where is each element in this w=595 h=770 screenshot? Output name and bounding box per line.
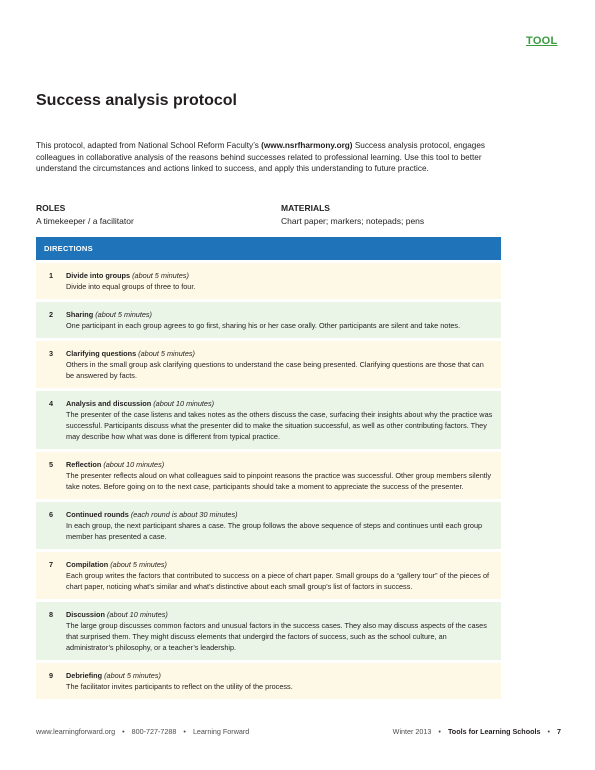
directions-table	[36, 237, 501, 699]
page-number: 7	[557, 727, 561, 736]
step-text: The large group discusses common factors and unusual factors in the success cases. They also may discuss aspects of the cases that surprised them. They might discuss elements that undergird the factors of success, such as the school culture, an administrator’s philosophy, or a teacher’s leadership.	[66, 621, 487, 652]
footer-left	[36, 727, 249, 736]
footer-org: Learning Forward	[192, 727, 250, 736]
step-time: (about 5 minutes)	[104, 671, 161, 680]
step-time: (about 10 minutes)	[103, 460, 165, 469]
materials-value: Chart paper; markers; notepads; pens	[281, 216, 425, 226]
step-time: (about 10 minutes)	[153, 399, 215, 408]
step-time: (about 5 minutes)	[110, 560, 167, 569]
footer-separator: •	[122, 727, 125, 736]
step-body	[66, 609, 493, 653]
step-time: (each round is about 30 minutes)	[130, 510, 238, 519]
step-number: 2	[48, 310, 54, 319]
direction-step	[36, 391, 501, 449]
footer-separator: •	[183, 727, 186, 736]
step-number: 1	[48, 271, 54, 280]
direction-step	[36, 602, 501, 660]
step-time: (about 5 minutes)	[138, 349, 195, 358]
step-number: 6	[48, 510, 54, 519]
step-body	[66, 509, 493, 542]
step-body	[66, 559, 493, 592]
footer-issue: Winter 2013	[392, 727, 432, 736]
step-number: 5	[48, 460, 54, 469]
page-title: Success analysis protocol	[36, 92, 237, 109]
step-text: The presenter of the case listens and takes notes as the others discuss the case, surfacing their insights about why the practice was successful. Participants discuss what the presenter did to make the situation successful, as well as other contributing factors. They may describe how what was done is different from typical practice.	[66, 410, 493, 441]
footer-separator: •	[438, 727, 441, 736]
directions-header: DIRECTIONS	[36, 237, 501, 260]
direction-step	[36, 552, 501, 599]
roles-value: A timekeeper / a facilitator	[36, 216, 134, 226]
direction-step	[36, 452, 501, 499]
step-text: In each group, the next participant shares a case. The group follows the above sequence of steps and continues until each group member has presented a case.	[66, 521, 483, 541]
direction-step	[36, 341, 501, 388]
intro-post: Success analysis protocol, engages colleagues in collaborative analysis of the reasons behind successes related to professional learning. Use this tool to better understand the circumstances and actions linked to success, and apply this understanding to future practice.	[36, 141, 485, 174]
roles-label: ROLES	[36, 203, 66, 213]
intro-pre: This protocol, adapted from National School Reform Faculty’s	[36, 141, 262, 150]
step-number: 7	[48, 560, 54, 569]
step-body	[66, 670, 493, 692]
step-title: Sharing	[66, 310, 94, 319]
step-text: One participant in each group agrees to go first, sharing his or her case orally. Other participants are silent and take notes.	[66, 321, 461, 330]
direction-step	[36, 302, 501, 338]
step-title: Debriefing	[66, 671, 103, 680]
direction-step	[36, 663, 501, 699]
step-title: Analysis and discussion	[66, 399, 152, 408]
step-text: Each group writes the factors that contributed to success on a piece of chart paper. Small groups do a “gallery tour” of the pieces of chart paper, noticing what’s similar and what’s distinctive about each small group’s list of factors in success.	[66, 571, 490, 591]
tool-tag: TOOL	[526, 35, 558, 47]
step-time: (about 5 minutes)	[95, 310, 152, 319]
step-number: 4	[48, 399, 54, 408]
direction-step	[36, 263, 501, 299]
footer-separator: •	[547, 727, 550, 736]
step-title: Continued rounds	[66, 510, 129, 519]
step-title: Clarifying questions	[66, 349, 137, 358]
step-text: Divide into equal groups of three to four.	[66, 282, 196, 291]
roles-section	[36, 203, 134, 227]
footer-website-link[interactable]: www.learningforward.org	[36, 727, 116, 736]
step-body	[66, 348, 493, 381]
footer-journal: Tools for Learning Schools	[447, 727, 541, 736]
direction-step	[36, 502, 501, 549]
step-body	[66, 398, 493, 442]
step-text: Others in the small group ask clarifying questions to understand the case being presented. Clarifying questions are those that can be answered by facts.	[66, 360, 484, 380]
materials-label: MATERIALS	[281, 203, 330, 213]
step-number: 8	[48, 610, 54, 619]
step-text: The presenter reflects aloud on what colleagues said to pinpoint reasons the practice was successful. Other group members silently take notes. Before going on to the next case, participants should take a moment to appreciate the success of the presenter.	[66, 471, 492, 491]
materials-section	[281, 203, 424, 227]
step-title: Divide into groups	[66, 271, 131, 280]
step-text: The facilitator invites participants to reflect on the utility of the process.	[66, 682, 293, 691]
step-time: (about 10 minutes)	[106, 610, 168, 619]
step-number: 3	[48, 349, 54, 358]
footer-right	[393, 727, 561, 736]
footer-phone: 800-727-7288	[131, 727, 177, 736]
intro-paragraph	[36, 140, 501, 175]
step-body	[66, 459, 493, 492]
step-title: Compilation	[66, 560, 109, 569]
step-number: 9	[48, 671, 54, 680]
step-time: (about 5 minutes)	[132, 271, 189, 280]
intro-link: (www.nsrfharmony.org)	[261, 141, 353, 150]
step-body	[66, 309, 493, 331]
step-body	[66, 270, 493, 292]
step-title: Discussion	[66, 610, 105, 619]
step-title: Reflection	[66, 460, 102, 469]
